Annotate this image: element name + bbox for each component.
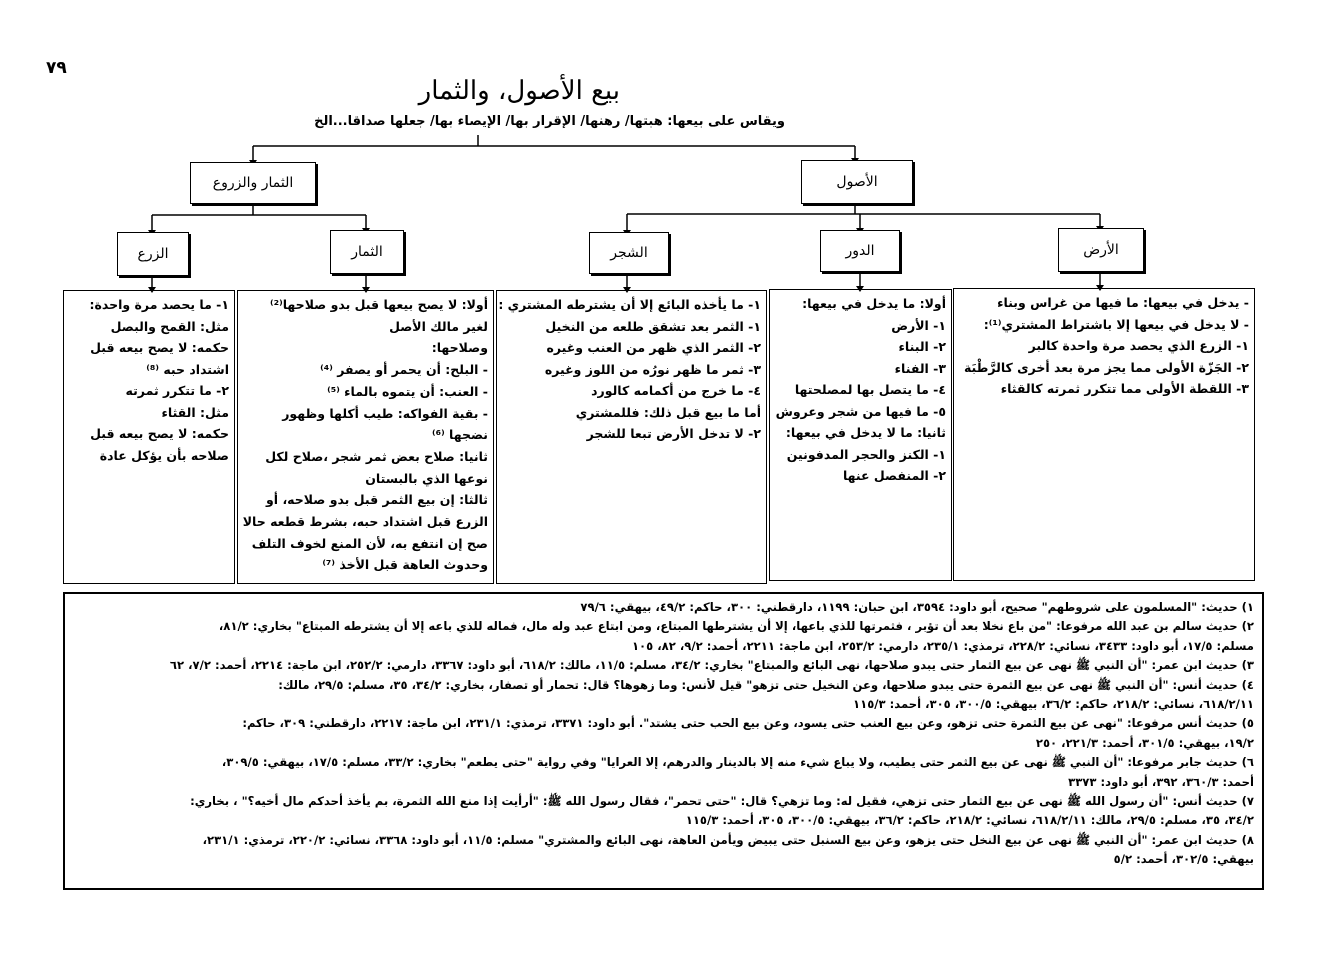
- zara-line: ٢- ما تتكرر ثمرته: [125, 383, 229, 398]
- thimar-line: نوعها الذي بالبستان: [365, 470, 488, 486]
- thimar-line: أولا: لا يصح بيعها قبل بدو صلاحها⁽²⁾: [270, 297, 488, 312]
- door-line: ٢- البناء: [898, 339, 946, 354]
- shajar-line: ٣- ثمر ما ظهر نورُه من اللوز وغيره: [544, 361, 761, 377]
- category-zara: [117, 232, 189, 276]
- page-subtitle: ويقاس على بيعها: هبتها/ رهنها/ الإقرار بها/ الإيصاء بها/ جعلها صداقا...الخ: [314, 114, 785, 129]
- shajar-line: ١- الثمر بعد تشقق طلعه من النخيل: [545, 318, 761, 334]
- door-line: ٣- الفناء: [894, 360, 946, 376]
- thimar-line: - البلح: أن يحمر أو يصفر ⁽⁴⁾: [320, 362, 488, 378]
- footnote-line: ٦) حديث جابر مرفوعا: "أن النبي ﷺ نهى عن بيع الثمر حتى يطيب، ولا يباع شيء منه إلا بالدينار والدرهم، إلا العرايا" وفي رواية "حتى يطعم" بخاري: ٣٣/٢، مسلم: ١٧/٥، بيهقي: ٣٠٩/٥،: [221, 755, 1254, 770]
- shajar-line: ٢- الثمر الذي ظهر من العنب وغيره: [546, 340, 761, 355]
- column-shajar: [496, 290, 767, 584]
- zara-line: صلاحه بأن يؤكل عادة: [99, 447, 229, 463]
- ard-line: - يدخل في بيعها: ما فيها من غراس وبناء: [997, 295, 1249, 310]
- shajar-line: ٢- لا تدخل الأرض تبعا للشجر: [586, 426, 761, 441]
- thimar-line: ثانيا: صلاح بعض ثمر شجر ،صلاح لكل: [265, 448, 488, 464]
- zara-line: مثل: القثاء: [161, 404, 229, 420]
- zara-line: اشتداد حبه ⁽⁸⁾: [146, 361, 229, 377]
- category-thimar-label: الثمار: [351, 244, 383, 260]
- column-zara: [63, 290, 235, 584]
- branch-usool: [801, 160, 913, 204]
- branch-thimar-zurooa: [190, 162, 316, 204]
- footnotes-box: [63, 592, 1264, 890]
- zara-line: مثل: القمح والبصل: [110, 318, 229, 334]
- category-shajar-label: الشجر: [610, 245, 648, 261]
- door-line: أولا: ما يدخل في بيعها:: [802, 296, 946, 311]
- footnote-line: ١٩/٢، بيهقي: ٣٠١/٥، أحمد: ٢٢١/٣، ٢٥٠: [1035, 735, 1254, 750]
- page-title: بيع الأصول، والثمار: [418, 76, 620, 106]
- door-line: ثانيا: ما لا يدخل في بيعها:: [785, 425, 946, 440]
- footnote-line: ٨) حديث ابن عمر: "أن النبي ﷺ نهى عن بيع النخل حتى يزهو، وعن بيع السنبل حتى يبيض ويأمن العاهة، نهى البائع والمشتري" مسلم: ١١/٥، أبو داود: ٣٣٦٨، نسائي: ٢٢٠/٢، ترمذي: ٢٣١/١،: [202, 832, 1254, 847]
- door-line: ٢- المنفصل عنها: [842, 468, 946, 483]
- thimar-line: - العنب: أن يتموه بالماء ⁽⁵⁾: [327, 383, 488, 399]
- footnote-line: ٥) حديث أنس مرفوعا: "نهى عن بيع الثمرة حتى تزهو، وعن بيع العنب حتى يسود، وعن بيع الحب حتى يشتد". أبو داود: ٣٣٧١، ترمذي: ٢٣١/١، ابن ماجة: ٢٢١٧، دارقطني: ٣٠٩، حاكم:: [242, 716, 1254, 731]
- footnote-line: مسلم: ١٧/٥، أبو داود: ٣٤٣٣، نسائي: ٢٢٨/٢، ترمذي: ٢٣٥/١، دارمي: ٢٥٣/٢، ابن ماجة: ٢٢١١، أحمد: ٩/٢، ٨٢، ١٠٥: [631, 638, 1254, 653]
- shajar-line: أما ما بيع قبل ذلك: فللمشتري: [575, 404, 761, 420]
- thimar-line: لغير مالك الأصل: [389, 318, 488, 334]
- column-ard: [953, 288, 1255, 581]
- category-ard: [1058, 228, 1144, 272]
- footnote-line: ٣) حديث ابن عمر: "أن النبي ﷺ نهى عن بيع الثمار حتى يبدو صلاحها، نهى البائع والمبتاع" بخاري: ٣٤/٢، مسلم: ١١/٥، مالك: ٦١٨/٢، أبو داود: ٣٣٦٧، دارمي: ٢٥٢/٢، ابن ماجة: ٢٢١٤، أحمد: ٧/٢، ٦٢: [169, 658, 1254, 673]
- footnote-line: ٢) حديث سالم بن عبد الله مرفوعا: "من باع نخلا بعد أن تؤبر ، فثمرتها للذي باعها، إلا أن يشترطها المبتاع، ومن ابتاع عبد وله مال، فماله للذي باعه إلا أن يشترطه المبتاع" بخاري: ٨١/٢،: [218, 619, 1254, 634]
- thimar-line: الزرع قبل اشتداد حبه، بشرط قطعه حالا: [242, 514, 488, 530]
- category-shajar: [589, 232, 669, 274]
- ard-line: ٢- الجَزّة الأولى مما يجز مرة بعد أخرى كالرَّطْبَة: [963, 359, 1249, 375]
- branch-usool-label: الأصول: [836, 174, 878, 190]
- category-door-label: الدور: [845, 243, 875, 259]
- shajar-line: ٤- ما خرج من أكمامه كالورد: [591, 383, 761, 398]
- thimar-line: وحدوث العاهة قبل الأخذ ⁽⁷⁾: [322, 557, 488, 573]
- door-line: ١- الكنز والحجر المدفونين: [786, 446, 946, 462]
- category-thimar: [330, 230, 404, 274]
- footnote-line: ١) حديث: "المسلمون على شروطهم" صحيح، أبو داود: ٣٥٩٤، ابن حبان: ١١٩٩، دارقطني: ٣٠٠، حاكم: ٤٩/٢، بيهقي: ٧٩/٦: [580, 600, 1254, 614]
- shajar-line: ١- ما يأخذه البائع إلا أن يشترطه المشتري :: [498, 297, 761, 312]
- thimar-line: - بقية الفواكه: طيب أكلها وظهور: [282, 405, 488, 421]
- thimar-line: صح إن انتفع به، لأن المنع لخوف التلف: [251, 535, 488, 551]
- ard-line: ٣- اللقطة الأولى مما تتكرر ثمرته كالقثاء: [1000, 381, 1249, 396]
- category-door: [820, 230, 900, 272]
- footnote-line: ٤) حديث أنس: "أن النبي ﷺ نهى عن بيع الثمرة حتى يبدو صلاحها، وعن النخيل حتى تزهو" قيل لأنس: وما زهوها؟ قال: تحمار أو تصفار، بخاري: ٣٤/٢، ٣٥، مسلم: ٢٩/٥، مالك:: [278, 677, 1254, 692]
- zara-line: ١- ما يحصد مرة واحدة:: [89, 297, 229, 312]
- column-thimar: [237, 290, 494, 584]
- branch-thimar-zurooa-label: الثمار والزروع: [212, 175, 294, 191]
- door-line: ٤- ما يتصل بها لمصلحتها: [794, 382, 946, 397]
- ard-line: - لا يدخل في بيعها إلا باشتراط المشتري⁽¹⁾:: [983, 316, 1249, 332]
- footnote-line: ٦١٨/٢/١١، نسائي: ٢١٨/٢، حاكم: ٣٦/٢، بيهقي: ٣٠٠/٥، ٣٠٥، أحمد: ١١٥/٣: [853, 697, 1254, 712]
- ard-line: ١- الزرع الذي يحصد مرة واحدة كالبر: [1028, 338, 1249, 353]
- thimar-line: وصلاحها:: [431, 340, 488, 356]
- footnote-line: أحمد: ٣٦٠/٣، ٣٩٢، أبو داود: ٣٣٧٣: [1068, 774, 1254, 789]
- thimar-line: ثالثا: إن بيع الثمر قبل بدو صلاحه، أو: [266, 492, 488, 508]
- zara-line: حكمه: لا يصح بيعه قبل: [90, 426, 229, 441]
- category-ard-label: الأرض: [1083, 242, 1119, 258]
- footnote-line: بيهقي: ٣٠٢/٥، أحمد: ٥/٢: [1113, 852, 1254, 867]
- door-line: ١- الأرض: [891, 317, 946, 333]
- column-door: [769, 289, 952, 581]
- footnote-line: ٧) حديث أنس: "أن رسول الله ﷺ نهى عن بيع الثمار حتى تزهي، فقيل له: وما تزهي؟ قال: "حتى تحمر"، فقال رسول الله ﷺ: "أرأيت إذا منع الله الثمرة، بم يأخذ أحدكم مال أخيه؟" ، بخاري:: [190, 794, 1254, 809]
- zara-line: حكمه: لا يصح بيعه قبل: [90, 340, 229, 355]
- footnote-line: ٣٤/٢، ٣٥، مسلم: ٢٩/٥، مالك: ٦١٨/٢/١١، نسائي: ٢١٨/٢، حاكم: ٣٦/٢، بيهقي: ٣٠٠/٥، ٣٠٥، أحمد: ١١٥/٣: [685, 813, 1254, 828]
- category-zara-label: الزرع: [137, 246, 169, 262]
- page-number: ٧٩: [46, 58, 67, 78]
- thimar-line: نضجها ⁽⁶⁾: [431, 427, 488, 443]
- door-line: ٥- ما فيها من شجر وعروش: [775, 403, 946, 419]
